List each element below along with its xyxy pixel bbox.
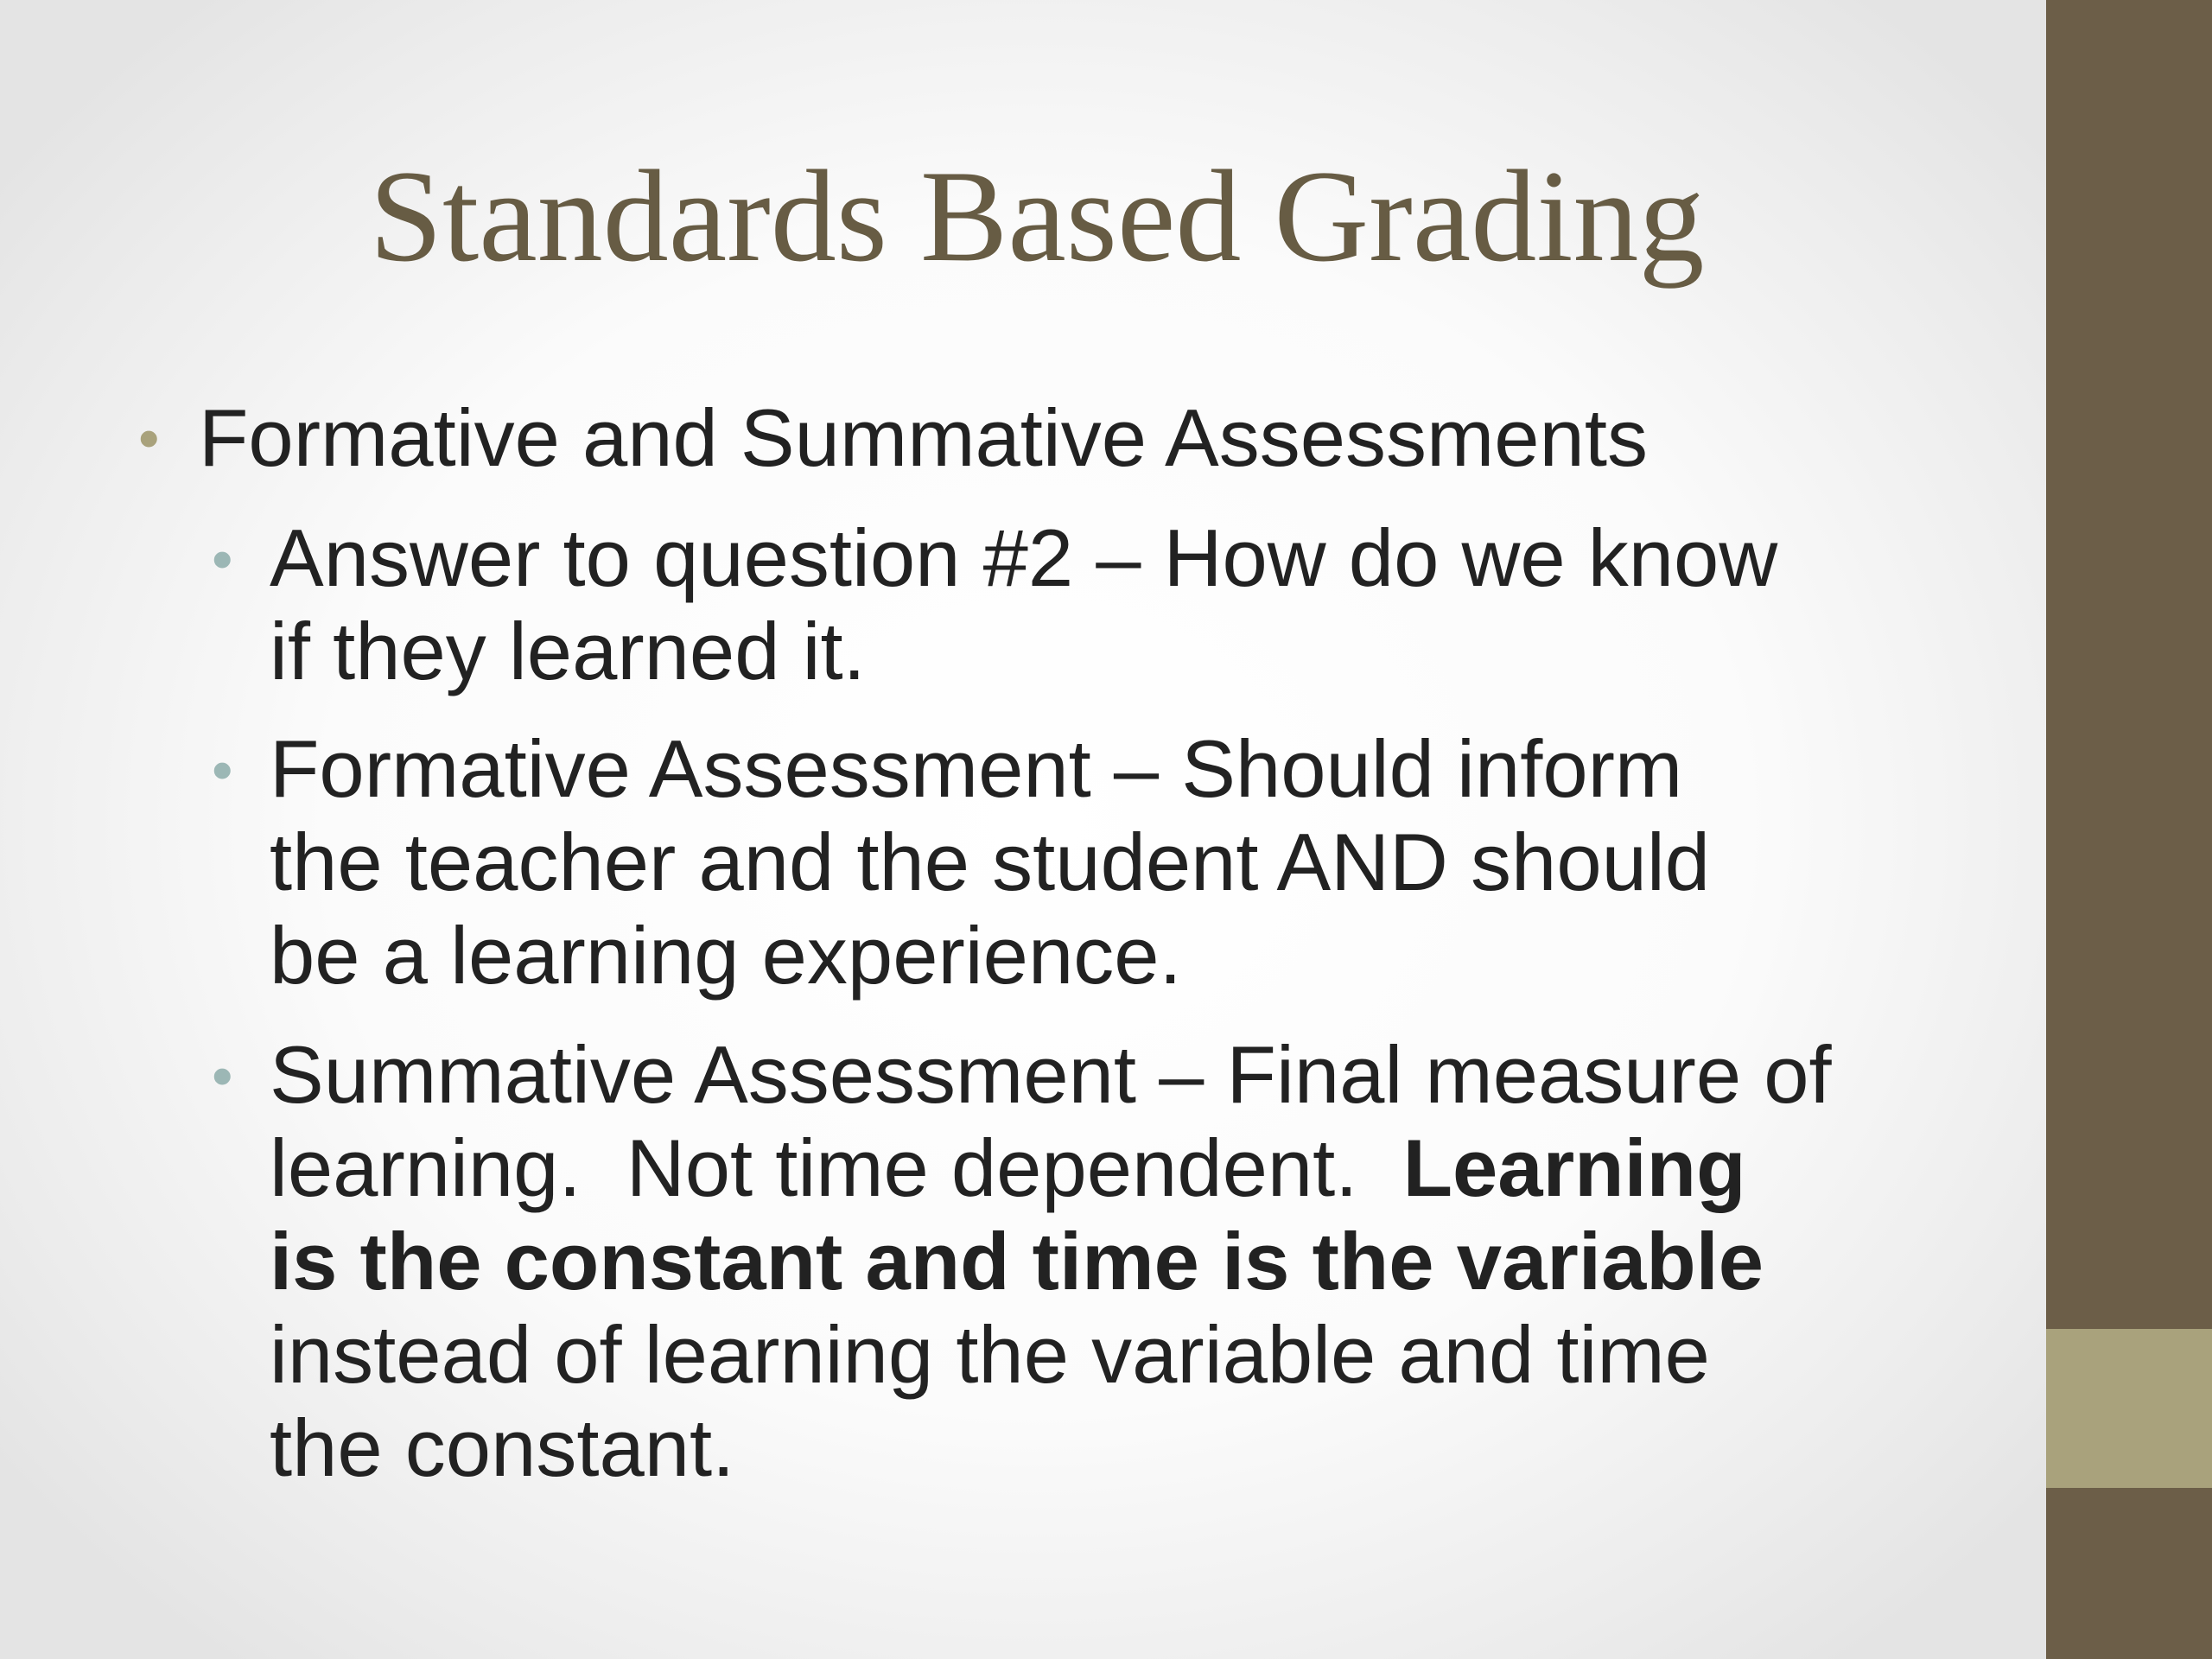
emphasis-text: Learning bbox=[1402, 1122, 1746, 1213]
bullet-dot-icon: • bbox=[138, 404, 160, 472]
sub-bullet-text: learning. Not time dependent. bbox=[270, 1122, 1403, 1213]
side-accent-decoration bbox=[2046, 1329, 2212, 1488]
sub-bullet-question-2 bbox=[270, 512, 1777, 698]
slide-title: Standards Based Grading bbox=[369, 143, 1705, 289]
sub-bullet-summative-assessment bbox=[270, 1028, 1832, 1495]
sub-bullet-line: Summative Assessment – Final measure of bbox=[270, 1029, 1832, 1120]
sub-bullet-line: if they learned it. bbox=[270, 606, 866, 696]
sub-bullet-dot-icon: • bbox=[212, 525, 233, 593]
sub-bullet-dot-icon: • bbox=[212, 1042, 233, 1109]
sub-bullet-formative-assessment bbox=[270, 722, 1710, 1002]
sub-bullet-line bbox=[270, 1122, 1832, 1215]
sub-bullet-line: the teacher and the student AND should bbox=[270, 817, 1711, 907]
bullet-formative-summative: Formative and Summative Assessments bbox=[199, 392, 1648, 483]
sub-bullet-line: be a learning experience. bbox=[270, 910, 1182, 1001]
sub-bullet-line: Formative Assessment – Should inform bbox=[270, 723, 1683, 814]
sub-bullet-line: instead of learning the variable and time bbox=[270, 1309, 1710, 1400]
sub-bullet-line: Answer to question #2 – How do we know bbox=[270, 512, 1778, 603]
sub-bullet-dot-icon: • bbox=[212, 736, 233, 804]
sub-bullet-line: the constant. bbox=[270, 1402, 735, 1493]
emphasis-text: is the constant and time is the variable bbox=[270, 1216, 1764, 1306]
